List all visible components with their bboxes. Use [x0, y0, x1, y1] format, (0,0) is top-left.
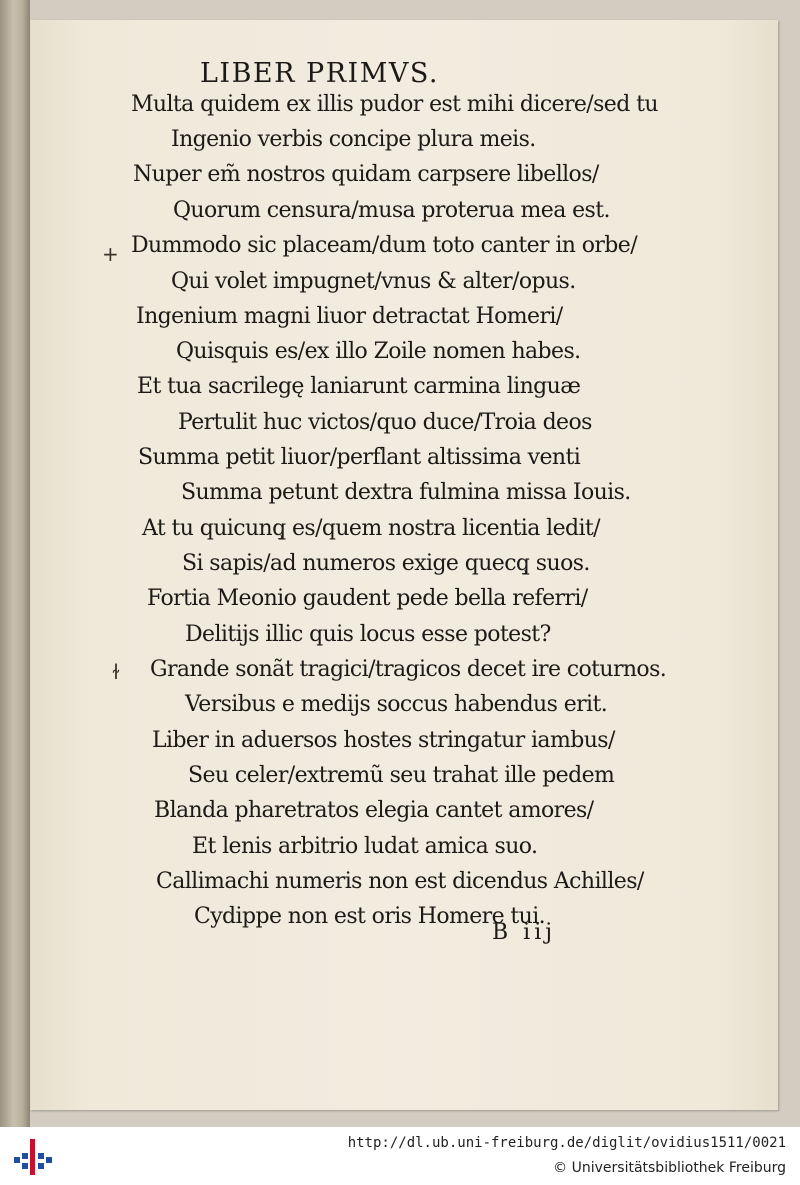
verse-line: Si sapis/ad numeros exige quecq̧ suos. [182, 551, 590, 576]
signature-mark: B iij [492, 920, 557, 945]
verse-line: Pertulit huc victos/quo duce/Troia deos [178, 410, 592, 435]
copyright-text: © Universitätsbibliothek Freiburg [553, 1160, 786, 1176]
verse-line: Grande sonãt tragici/tragicos decet ire coturnos. [150, 657, 667, 682]
verse-line: Delitijs illic quis locus esse potest? [185, 622, 551, 647]
hand-mark-icon: ɫ [112, 660, 120, 684]
verse-line: Quisquis es/ex illo Zoile nomen habes. [176, 339, 581, 364]
source-url-link[interactable]: http://dl.ub.uni-freiburg.de/diglit/ovidius1511/0021 [347, 1135, 786, 1151]
verse-line: Summa petit liuor/perflant altissima venti [138, 445, 581, 470]
verse-line: Versibus e medijs soccus habendus erit. [185, 692, 608, 717]
verse-line: Liber in aduersos hostes stringatur iambus/ [152, 728, 615, 753]
verse-line: Qui volet impugnet/vnus & alter/opus. [171, 269, 576, 294]
book-edge [0, 0, 30, 1127]
verse-line: Callimachi numeris non est dicendus Achilles/ [156, 869, 644, 894]
verse-line: Seu celer/extremũ seu trahat ille pedem [188, 763, 615, 788]
verse-line: Nuper em̃ nostros quidam carpsere libellos/ [133, 162, 599, 187]
verse-line: Cydippe non est oris Homere tui. [194, 904, 546, 929]
verse-line: Blanda pharetratos elegia cantet amores/ [154, 798, 594, 823]
verse-line: Et lenis arbitrio ludat amica suo. [192, 834, 538, 859]
verse-line: At tu quicunq̧ es/quem nostra licentia ledit/ [142, 516, 600, 541]
verse-line: Et tua sacrilegę laniarunt carmina linguæ [137, 374, 581, 399]
verse-line: Dummodo sic placeam/dum toto canter in orbe/ [131, 233, 638, 258]
hand-mark-icon: + [102, 242, 119, 266]
ub-freiburg-logo [12, 1137, 52, 1177]
verse-line: Summa petunt dextra fulmina missa Iouis. [181, 480, 631, 505]
verse-line: Quorum censura/musa proterua mea est. [173, 198, 610, 223]
verse-line: Fortia Meonio gaudent pede bella referri/ [147, 586, 588, 611]
page-title: LIBER PRIMVS. [200, 58, 439, 89]
verse-line: Multa quidem ex illis pudor est mihi dicere/sed tu [131, 92, 658, 117]
book-page [30, 20, 778, 1110]
footer-bar [0, 1127, 800, 1185]
verse-line: Ingenium magni liuor detractat Homeri/ [136, 304, 563, 329]
verse-line: Ingenio verbis concipe plura meis. [171, 127, 536, 152]
